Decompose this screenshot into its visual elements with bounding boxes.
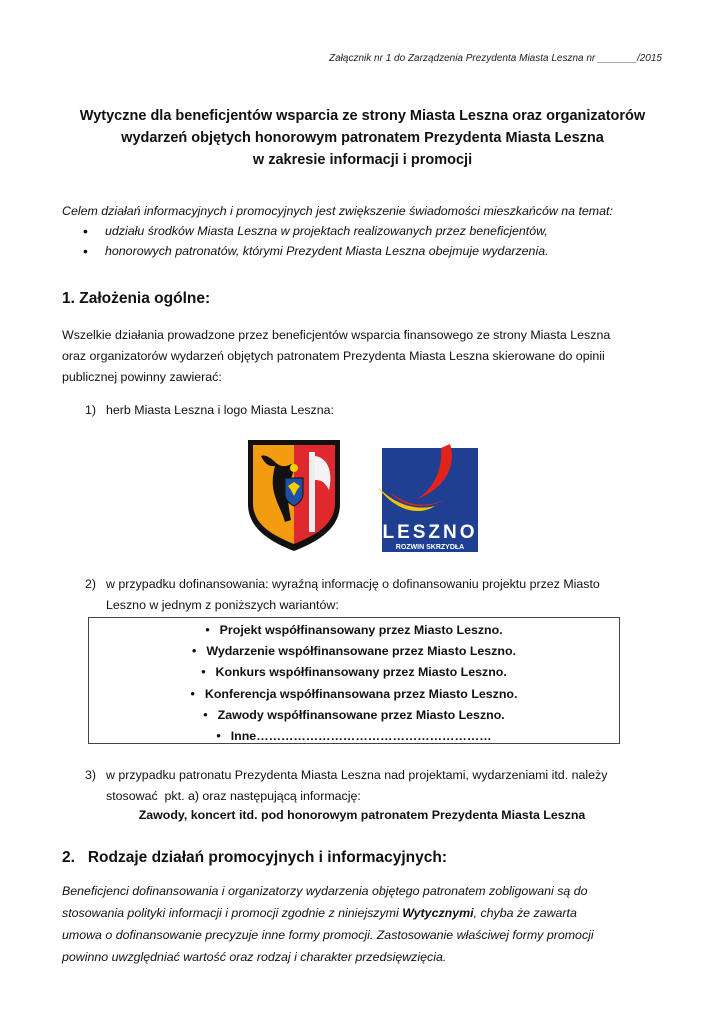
section2-paragraph xyxy=(62,880,662,968)
title-line-1: Wytyczne dla beneficjentów wsparcia ze strony Miasta Leszna oraz organizatorów xyxy=(79,108,646,124)
list-item-2 xyxy=(85,574,662,616)
logo-wordmark: LESZNO xyxy=(382,522,478,543)
list-item-3 xyxy=(85,765,607,807)
document-title xyxy=(60,105,665,171)
logos xyxy=(245,434,485,559)
item-text: herb Miasta Leszna i logo Miasta Leszna: xyxy=(106,403,334,417)
intro-bullets xyxy=(62,221,662,261)
variant-item: • Wydarzenie współfinansowane przez Miasto Leszno. xyxy=(89,641,619,662)
item-number: 2) xyxy=(85,577,97,591)
item-text-line: stosować pkt. a) oraz następującą informację: xyxy=(106,789,361,803)
logos-graphic xyxy=(245,434,485,554)
variant-item: • Inne………………………………………………… xyxy=(89,726,619,747)
paragraph-line: publicznej powinny zawierać: xyxy=(62,370,222,384)
intro-bullet: • udziału środków Miasta Leszna w projektach realizowanych przez beneficjentów, xyxy=(62,221,662,241)
header-note: Załącznik nr 1 do Zarządzenia Prezydenta Miasta Leszna nr _______/2015 xyxy=(329,53,662,64)
variant-item: • Projekt współfinansowany przez Miasto Leszno. xyxy=(89,620,619,641)
variant-item: • Zawody współfinansowane przez Miasto Leszno. xyxy=(89,705,619,726)
item-text-line: Leszno w jednym z poniższych wariantów: xyxy=(106,598,339,612)
coat-of-arms-icon xyxy=(248,440,340,551)
title-line-3: w zakresie informacji i promocji xyxy=(252,152,473,168)
paragraph-line: Wszelkie działania prowadzone przez beneficjentów wsparcia finansowego ze strony Miasta Leszna xyxy=(62,328,611,342)
intro-bullet: • honorowych patronatów, którymi Prezydent Miasta Leszna obejmuje wydarzenia. xyxy=(62,241,662,261)
section2-heading: 2. Rodzaje działań promocyjnych i informacyjnych: xyxy=(62,849,448,866)
patronage-statement: Zawody, koncert itd. pod honorowym patronatem Prezydenta Miasta Leszna xyxy=(138,808,586,822)
paragraph-line xyxy=(62,902,662,924)
item-text-line: w przypadku dofinansowania: wyraźną informację o dofinansowaniu projektu przez Miasto xyxy=(106,577,600,591)
paragraph-line: powinno uwzględniać wartość oraz rodzaj i charakter przedsięwzięcia. xyxy=(62,950,447,964)
variant-item: • Konkurs współfinansowany przez Miasto Leszno. xyxy=(89,662,619,683)
paragraph-line: oraz organizatorów wydarzeń objętych patronatem Prezydenta Miasta Leszna skierowane do opinii xyxy=(62,349,605,363)
line-part: , chyba że zawarta xyxy=(473,906,577,920)
title-line-2: wydarzeń objętych honorowym patronatem Prezydenta Miasta Leszna xyxy=(121,130,604,146)
section1-heading: 1. Założenia ogólne: xyxy=(62,290,211,307)
intro-lead: Celem działań informacyjnych i promocyjnych jest zwiększenie świadomości mieszkańców na temat: xyxy=(62,204,613,218)
variant-item: • Konferencja współfinansowana przez Miasto Leszno. xyxy=(89,684,619,705)
intro xyxy=(62,201,662,261)
section1-paragraph xyxy=(62,325,662,388)
item-text-line: w przypadku patronatu Prezydenta Miasta Leszna nad projektami, wydarzeniami itd. należy xyxy=(106,768,608,782)
paragraph-line: umowa o dofinansowanie precyzuje inne formy promocji. Zastosowanie właściwej formy promocji xyxy=(62,928,594,942)
guidelines-emphasis: Wytycznymi xyxy=(402,906,474,920)
list-item-1 xyxy=(85,400,334,421)
item-number: 1) xyxy=(85,403,97,417)
logo-slogan: ROZWIN SKRZYDŁA xyxy=(395,544,465,551)
variants-list xyxy=(89,618,619,747)
variants-box xyxy=(88,617,620,744)
leszno-logo-icon xyxy=(377,444,478,552)
paragraph-line: Beneficjenci dofinansowania i organizatorzy wydarzenia objętego patronatem zobligowani są do xyxy=(62,884,588,898)
item-number: 3) xyxy=(85,768,97,782)
line-part: stosowania polityki informacji i promocji zgodnie z niniejszymi xyxy=(62,906,403,920)
